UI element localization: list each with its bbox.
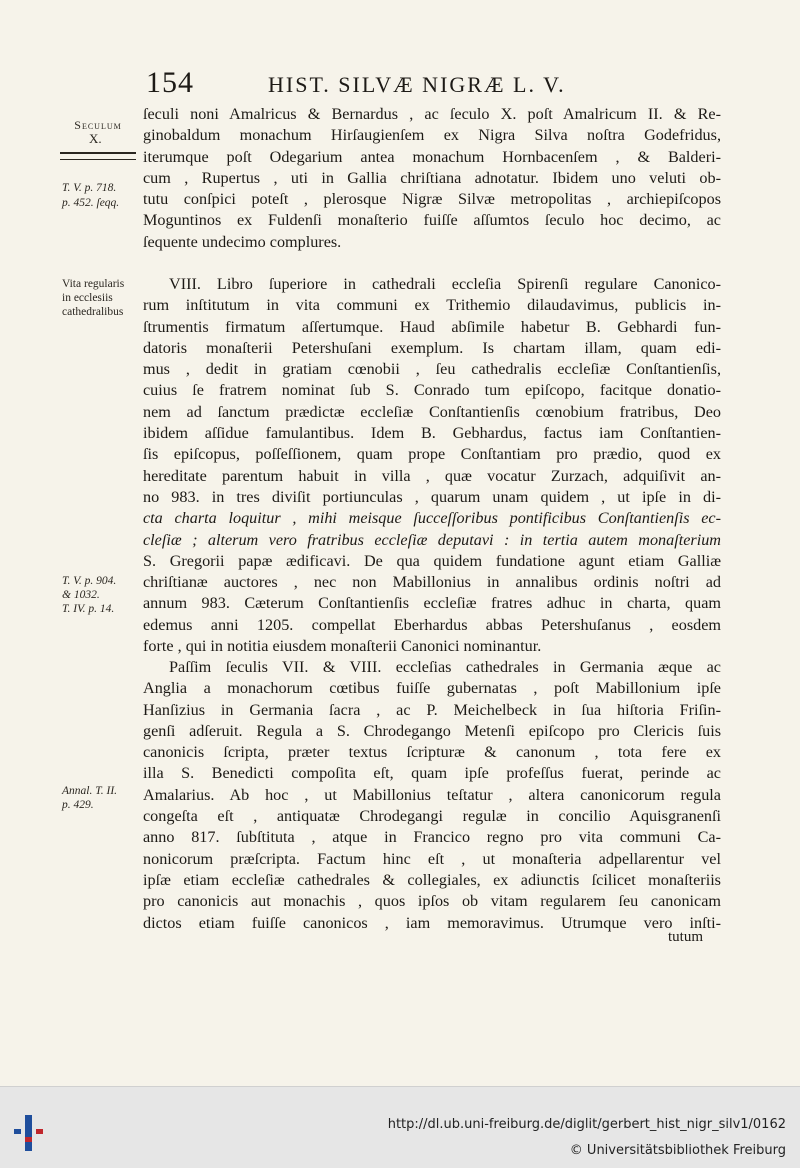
text-line: Moguntinos ex Fuldenſi monaſterio fuiſſe aſſumtos ſeculo hoc decimo, ac (143, 211, 721, 230)
margin-seculum: Seculum (74, 118, 122, 132)
margin-ref-2b: & 1032. (62, 589, 100, 601)
page-header (0, 66, 800, 106)
text-line: ſtrumentis firmatum aſſertumque. Haud abſimile habetur B. Gebhardi fun- (143, 317, 721, 336)
text-line: ibidem aſſidue famulantibus. Idem B. Gebhardus, factus iam Conſtantien- (143, 424, 721, 443)
viewer-footer (0, 1086, 800, 1168)
text-line: forte , qui in notitia eiusdem monaſterii Canonici nominantur. (143, 637, 542, 656)
margin-ref-3b: p. 429. (62, 799, 94, 811)
document-url-link[interactable]: http://dl.ub.uni-freiburg.de/diglit/gerbert_hist_nigr_silv1/0162 (387, 1117, 786, 1132)
text-line: Hanſizius in Germania ſacra , ac P. Meichelbeck in ſua hiſtoria Friſin- (143, 700, 721, 719)
text-line: cum , Rupertus , uti in Gallia chriſtiana adnotatur. Ibidem uno veluti ob- (143, 168, 721, 187)
text-line: no 983. in tres diviſit portiunculas , quarum unam quidem , ut ipſe in di- (143, 487, 721, 506)
text-line: datoris monaſterii Petershuſani exemplum. Is chartam illam, quam edi- (143, 338, 721, 357)
text-line: mus , dedit in gratiam cœnobii , ſeu cathedralis eccleſiæ Conſtantienſis, (143, 360, 721, 379)
text-line: illa S. Benedicti compoſita eſt, quam ipſe profeſſus fuerat, perinde ac (143, 764, 721, 783)
text-line: ipſæ etiam eccleſiæ cathedrales & collegiales, ex adiunctis ſcilicet monaſteriis (143, 870, 721, 889)
text-line: cuius ſe fratrem nominat ſub S. Conrado tum epiſcopo, facitque donatio- (143, 381, 721, 400)
text-line: ſeculi noni Amalricus & Bernardus , ac ſeculo X. poſt Amalricum II. & Re- (143, 105, 721, 123)
text-line: cta charta loquitur , mihi meisque ſucceſſoribus pontificibus Conſtantienſis ec- (143, 509, 721, 528)
margin-ref-1a: T. V. p. 718. (62, 182, 117, 194)
text-line: anno 817. ſubſtituta , atque in Francico regno pro vita communi Ca- (143, 828, 721, 847)
margin-ref-2c: T. IV. p. 14. (62, 603, 115, 615)
text-line: annum 983. Cæterum Conſtantienſis eccleſiæ fratres adhuc in charta, quam (143, 594, 721, 613)
text-line: tutu conſpici poteſt , plerosque Nigræ Silvæ metropolitas , archiepiſcopos (143, 190, 721, 209)
page-number: 154 (146, 66, 194, 99)
text-line: hereditate parentum habuit in villa , quæ vocatur Zurzach, adquiſivit an- (143, 466, 721, 485)
margin-ref-3a: Annal. T. II. (62, 785, 118, 797)
text-line: nonicorum præſcripta. Factum hinc eſt , ut monaſteria adpellarentur vel (143, 849, 721, 868)
text-line: Amalarius. Ab hoc , ut Mabillonius teſtatur , altera canonicorum regula (143, 785, 721, 804)
text-line: cleſiæ ; alterum vero fratribus eccleſiæ deputavi : in tertia autem monaſterium (143, 530, 721, 549)
text-line: pro canonicis aut monachis , quos ipſos ob vitam regularem ſeu canonicam (143, 892, 721, 911)
text-line: S. Gregorii papæ ædificavi. De qua quidem fundatione agunt etiam Galliæ (143, 551, 721, 570)
margin-seculum-number: X. (89, 131, 102, 146)
library-logo-icon (14, 1111, 44, 1155)
margin-vita-regularis: Vita regularis (62, 278, 125, 290)
text-line: ginobaldum monachum Hirſaugienſem ex Nigra Silva noſtra Godefridus, (143, 126, 721, 145)
margin-rule (60, 152, 136, 160)
text-line: rum inſtitutum in vita communi ex Trithemio dilaudavimus, publicis in- (143, 296, 721, 315)
paragraph-3 (143, 657, 721, 934)
margin-ref-1b: p. 452. ſeqq. (62, 197, 120, 209)
text-line: edemus anni 1205. compellat Eberhardus abbas Petershuſanus , eosdem (143, 615, 721, 634)
copyright-notice: © Universitätsbibliothek Freiburg (569, 1143, 786, 1158)
text-line: iterumque poſt Odegarium antea monachum Hornbacenſem , & Balderi- (143, 147, 721, 166)
paragraph-2 (143, 274, 721, 657)
text-line: Paſſim ſeculis VII. & VIII. eccleſias cathedrales in Germania æque ac (169, 658, 721, 676)
text-line: nem ad ſanctum prædictæ eccleſiæ Conſtantienſis cœnobium fratribus, Deo (143, 402, 721, 421)
margin-in-ecclesiis: in ecclesiis (62, 292, 113, 304)
text-line: chriſtianæ auctores , nec non Mabillonius in annalibus ordinis noſtri ad (143, 573, 721, 592)
text-line: Anglia a monachorum cœtibus fuiſſe gubernatas , poſt Mabillonium ipſe (143, 679, 721, 698)
text-line: canonicis ſcripta, præter textus ſcripturæ & canonum , tota fere ex (143, 743, 721, 762)
catchword: tutum (668, 929, 704, 945)
text-line: ſis epiſcopus, poſſeſſionem, quam prope Conſtantiam pro prædio, quod ex (143, 445, 721, 464)
margin-ref-2a: T. V. p. 904. (62, 575, 117, 587)
paragraph-1 (143, 104, 721, 253)
text-line: genſi adſeruit. Regula a S. Chrodegango Metenſi epiſcopo pro Clericis ſuis (143, 721, 721, 740)
text-line: dictos etiam fuiſſe canonicos , iam memoravimus. Utrumque vero inſti- (143, 913, 721, 932)
margin-cathedralibus: cathedralibus (62, 306, 124, 318)
text-line: VIII. Libro ſuperiore in cathedrali eccleſia Spirenſi regulare Canonico- (169, 275, 721, 293)
text-line: congeſta eſt , antiquatæ Chrodegangi regulæ in concilio Aquisgranenſi (143, 807, 721, 826)
text-line: ſequente undecimo complures. (143, 232, 342, 251)
running-title: HIST. SILVÆ NIGRÆ L. V. (268, 72, 566, 97)
